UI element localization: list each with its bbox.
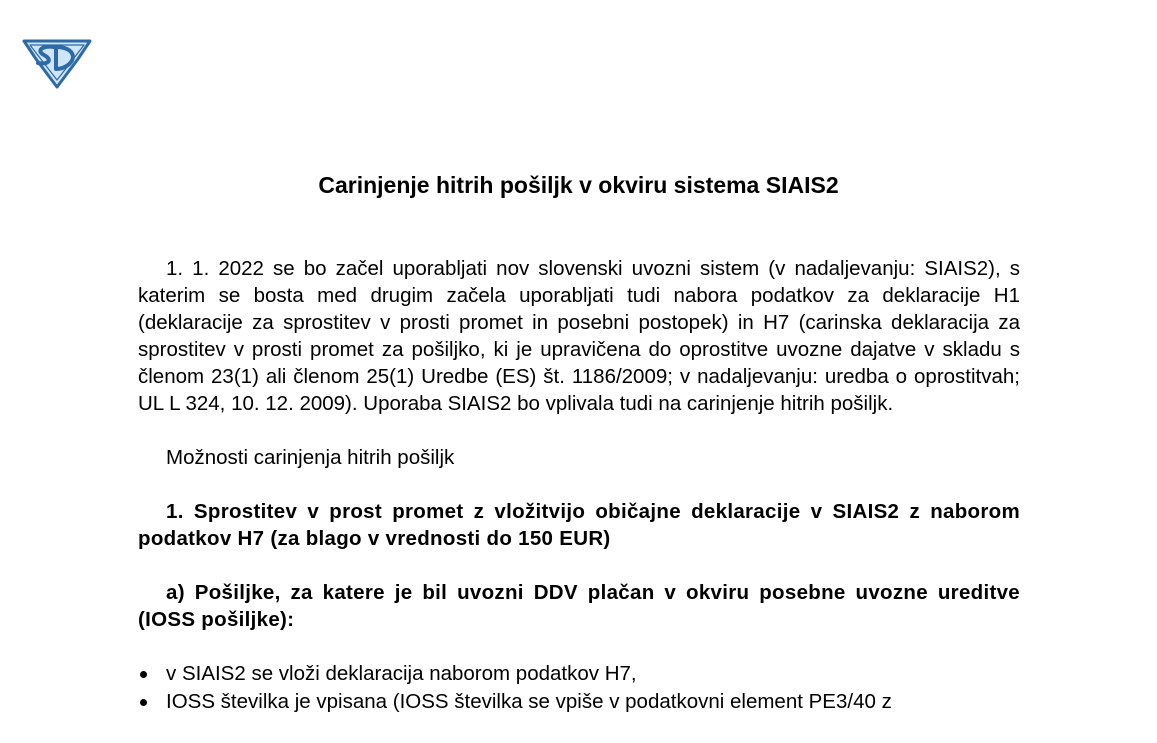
list-item [138,688,1020,716]
options-heading: Možnosti carinjenja hitrih pošiljk [166,446,455,469]
section-1a-heading: a) Pošiljke, za katere je bil uvozni DDV plačan v okviru posebne uvozne ureditve (IOSS pošiljke): [138,581,1020,631]
bullet-list [138,660,1020,716]
spacer [138,417,1020,444]
bullet-icon [140,671,147,678]
logo-icon [20,35,94,89]
spacer [138,633,1020,660]
spacer [138,471,1020,498]
list-item-text: IOSS številka je vpisana (IOSS številka se vpiše v podatkovni element PE3/40 z [166,690,892,713]
bullet-icon [140,699,147,706]
logo [20,35,94,89]
document-title: Carinjenje hitrih pošiljk v okviru sistema SIAIS2 [318,172,839,198]
document-body [138,255,1020,716]
list-item [138,660,1020,688]
section-1-heading: 1. Sprostitev v prost promet z vložitvijo običajne deklaracije v SIAIS2 z naborom podatkov H7 (za blago v vrednosti do 150 EUR) [138,500,1020,550]
spacer [138,552,1020,579]
list-item-text: v SIAIS2 se vloži deklaracija naborom podatkov H7, [166,662,637,685]
intro-paragraph: 1. 1. 2022 se bo začel uporabljati nov slovenski uvozni sistem (v nadaljevanju: SIAIS2), s katerim se bosta med drugim začela uporabljati tudi nabora podatkov za deklaracije H1 (deklaracije za sprostitev v prosti promet in posebni postopek) in H7 (carinska deklaracija za sprostitev v prosti promet za pošiljko, ki je upravičena do oprostitve uvozne dajatve v skladu s členom 23(1) ali členom 25(1) Uredbe (ES) št. 1186/2009; v nadaljevanju: uredba o oprostitvah; UL L 324, 10. 12. 2009). Uporaba SIAIS2 bo vplivala tudi na carinjenje hitrih pošiljk. [138,257,1020,415]
